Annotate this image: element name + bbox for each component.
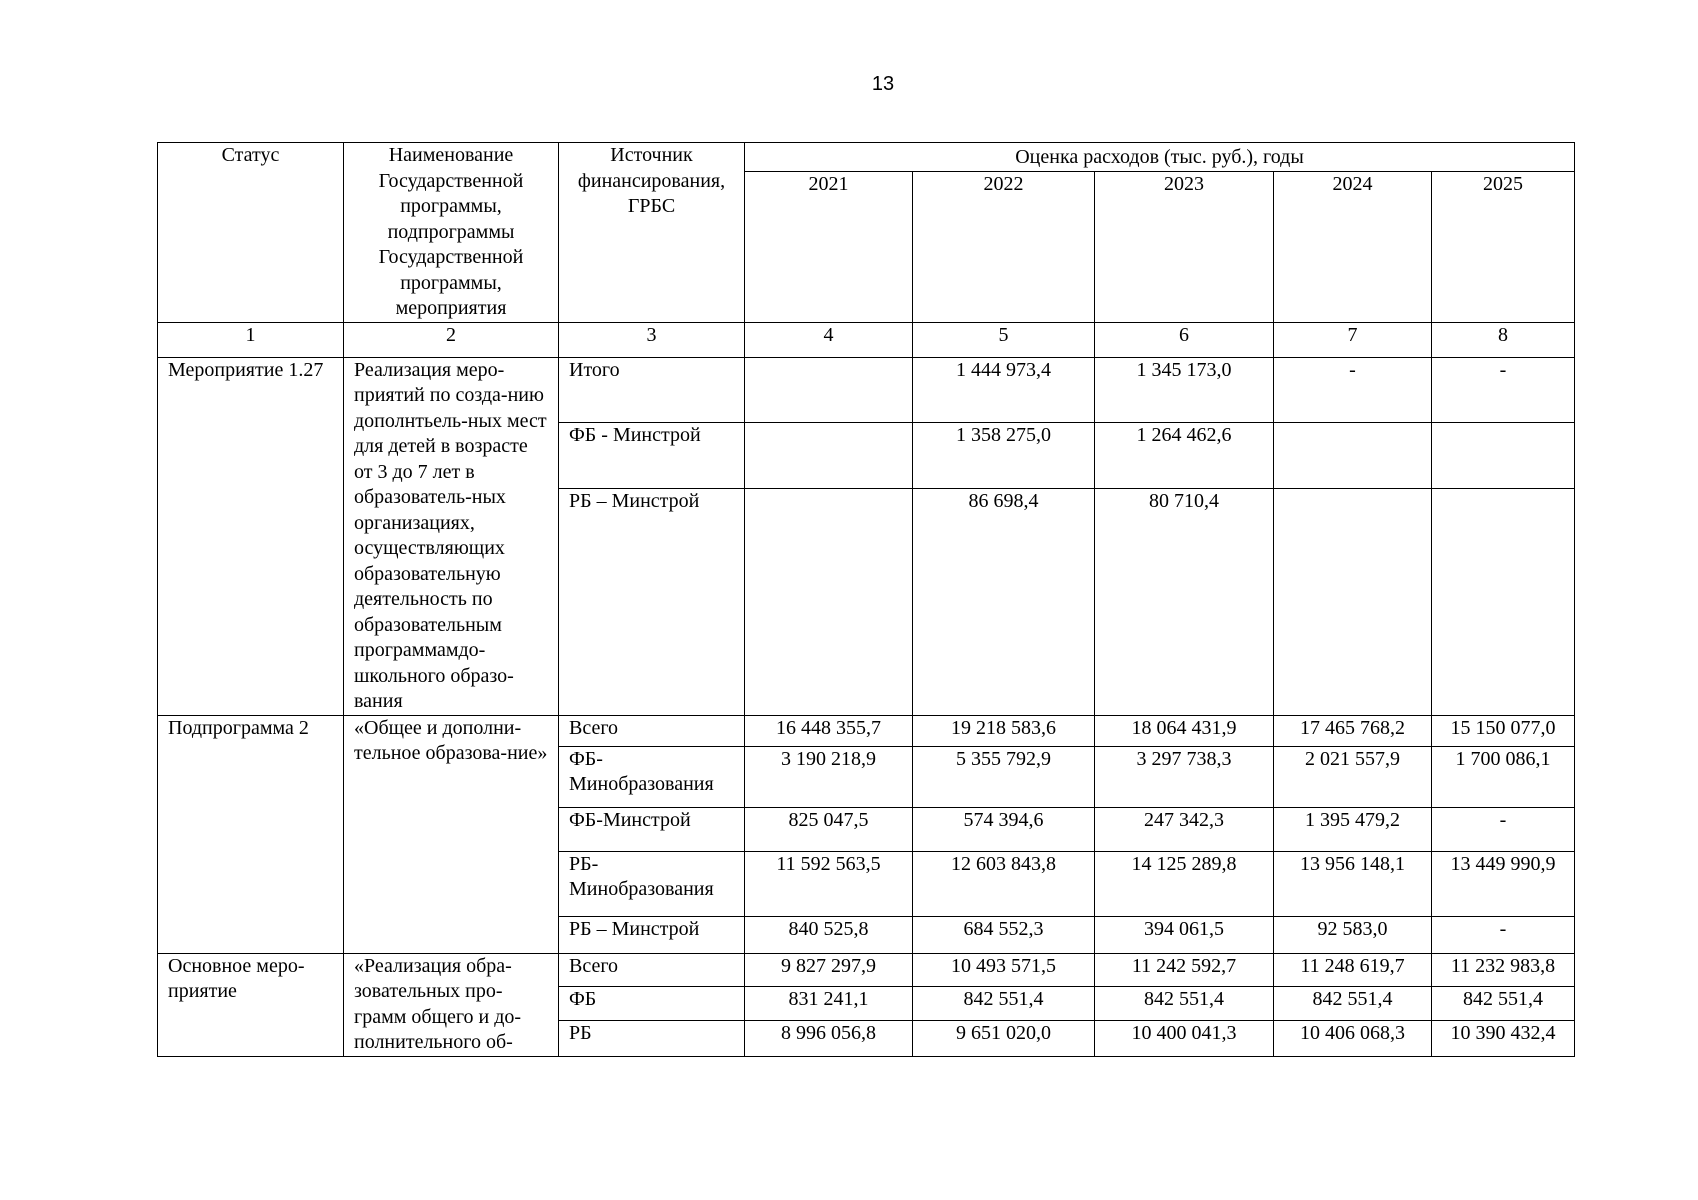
table-row <box>158 357 1575 423</box>
value-cell: 842 551,4 <box>1095 987 1274 1021</box>
value-cell: 684 552,3 <box>913 916 1095 953</box>
header-year: 2024 <box>1274 171 1432 322</box>
header-year: 2022 <box>913 171 1095 322</box>
funding-source-cell: ФБ - Минстрой <box>559 423 745 489</box>
value-cell: 9 651 020,0 <box>913 1020 1095 1056</box>
funding-source-cell: РБ – Минстрой <box>559 916 745 953</box>
value-cell: - <box>1432 916 1575 953</box>
value-cell: 1 395 479,2 <box>1274 807 1432 851</box>
value-cell: - <box>1432 807 1575 851</box>
column-number-row <box>158 322 1575 357</box>
column-number: 3 <box>559 322 745 357</box>
funding-source-cell: ФБ <box>559 987 745 1021</box>
value-cell <box>745 488 913 715</box>
column-number: 6 <box>1095 322 1274 357</box>
value-cell: 86 698,4 <box>913 488 1095 715</box>
funding-source-cell: Всего <box>559 953 745 987</box>
value-cell: 842 551,4 <box>1274 987 1432 1021</box>
column-number: 7 <box>1274 322 1432 357</box>
program-name-cell: «Общее и дополни-тельное образова-ние» <box>344 715 559 953</box>
value-cell: 831 241,1 <box>745 987 913 1021</box>
header-year: 2025 <box>1432 171 1575 322</box>
value-cell: 80 710,4 <box>1095 488 1274 715</box>
value-cell: - <box>1274 357 1432 423</box>
value-cell: 1 264 462,6 <box>1095 423 1274 489</box>
value-cell <box>1274 488 1432 715</box>
value-cell <box>745 357 913 423</box>
value-cell: 10 406 068,3 <box>1274 1020 1432 1056</box>
value-cell: 1 444 973,4 <box>913 357 1095 423</box>
value-cell: 9 827 297,9 <box>745 953 913 987</box>
funding-source-cell: Всего <box>559 715 745 746</box>
value-cell: 16 448 355,7 <box>745 715 913 746</box>
budget-table <box>157 142 1575 1057</box>
header-expenses: Оценка расходов (тыс. руб.), годы <box>745 143 1575 172</box>
funding-source-cell: ФБ-Минобразования <box>559 746 745 807</box>
funding-source-cell: Итого <box>559 357 745 423</box>
value-cell: 15 150 077,0 <box>1432 715 1575 746</box>
column-number: 2 <box>344 322 559 357</box>
value-cell: 10 493 571,5 <box>913 953 1095 987</box>
value-cell: 5 355 792,9 <box>913 746 1095 807</box>
value-cell <box>1432 423 1575 489</box>
header-funding-source: Источник финансирования, ГРБС <box>559 143 745 323</box>
status-cell: Мероприятие 1.27 <box>158 357 344 715</box>
value-cell <box>745 423 913 489</box>
funding-source-cell: РБ – Минстрой <box>559 488 745 715</box>
value-cell: 11 242 592,7 <box>1095 953 1274 987</box>
value-cell: 574 394,6 <box>913 807 1095 851</box>
value-cell: 247 342,3 <box>1095 807 1274 851</box>
program-name-cell: «Реализация обра-зовательных про-грамм общего и до-полнительного об- <box>344 953 559 1056</box>
column-number: 5 <box>913 322 1095 357</box>
value-cell: 18 064 431,9 <box>1095 715 1274 746</box>
value-cell: 394 061,5 <box>1095 916 1274 953</box>
value-cell: - <box>1432 357 1575 423</box>
value-cell: 3 297 738,3 <box>1095 746 1274 807</box>
value-cell: 11 232 983,8 <box>1432 953 1575 987</box>
value-cell: 19 218 583,6 <box>913 715 1095 746</box>
value-cell: 842 551,4 <box>1432 987 1575 1021</box>
value-cell <box>1274 423 1432 489</box>
value-cell: 3 190 218,9 <box>745 746 913 807</box>
value-cell: 12 603 843,8 <box>913 851 1095 916</box>
program-name-cell: Реализация меро-приятий по созда-нию дополнтьель-ных мест для детей в возрасте от 3 до 7 лет в образователь-ных организациях, осуществляющих образовательную деятельность по образовательным программамдо-школьного образо-вания <box>344 357 559 715</box>
status-cell: Подпрограмма 2 <box>158 715 344 953</box>
table-row <box>158 715 1575 746</box>
value-cell: 1 345 173,0 <box>1095 357 1274 423</box>
funding-source-cell: РБ <box>559 1020 745 1056</box>
value-cell: 8 996 056,8 <box>745 1020 913 1056</box>
table-row <box>158 953 1575 987</box>
column-number: 8 <box>1432 322 1575 357</box>
value-cell: 92 583,0 <box>1274 916 1432 953</box>
value-cell: 1 358 275,0 <box>913 423 1095 489</box>
value-cell: 10 400 041,3 <box>1095 1020 1274 1056</box>
page-number: 13 <box>871 73 895 95</box>
header-program-name: Наименование Государственной программы, подпрограммы Государственной программы, мероприятия <box>344 143 559 323</box>
value-cell: 840 525,8 <box>745 916 913 953</box>
funding-source-cell: ФБ-Минстрой <box>559 807 745 851</box>
value-cell: 842 551,4 <box>913 987 1095 1021</box>
value-cell: 14 125 289,8 <box>1095 851 1274 916</box>
value-cell <box>1432 488 1575 715</box>
header-status: Статус <box>158 143 344 323</box>
value-cell: 11 592 563,5 <box>745 851 913 916</box>
column-number: 1 <box>158 322 344 357</box>
value-cell: 2 021 557,9 <box>1274 746 1432 807</box>
funding-source-cell: РБ-Минобразования <box>559 851 745 916</box>
value-cell: 17 465 768,2 <box>1274 715 1432 746</box>
value-cell: 13 956 148,1 <box>1274 851 1432 916</box>
header-row <box>158 143 1575 172</box>
value-cell: 10 390 432,4 <box>1432 1020 1575 1056</box>
value-cell: 11 248 619,7 <box>1274 953 1432 987</box>
value-cell: 13 449 990,9 <box>1432 851 1575 916</box>
header-year: 2021 <box>745 171 913 322</box>
status-cell: Основное меро-приятие <box>158 953 344 1056</box>
column-number: 4 <box>745 322 913 357</box>
value-cell: 825 047,5 <box>745 807 913 851</box>
header-year: 2023 <box>1095 171 1274 322</box>
value-cell: 1 700 086,1 <box>1432 746 1575 807</box>
